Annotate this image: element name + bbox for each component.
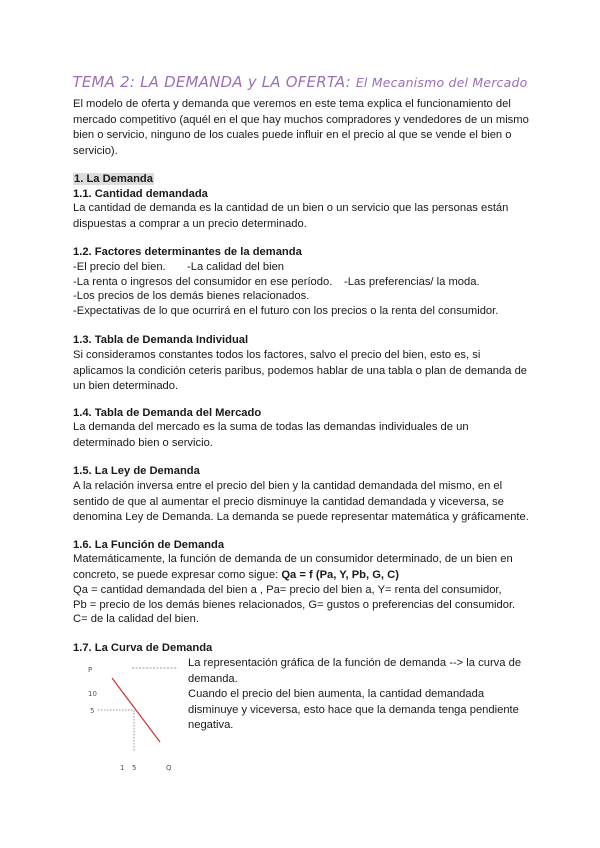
demand-curve-graph bbox=[86, 660, 196, 780]
curve-text-2: Cuando el precio del bien aumenta, la cantidad demandada disminuye y viceversa, esto hace que la demanda tenga pendiente negativa. bbox=[188, 688, 519, 732]
section-1-5-heading: 1.5. La Ley de Demanda bbox=[73, 465, 200, 477]
factor-quality: -La calidad del bien bbox=[187, 261, 285, 273]
section-1-1-text: La cantidad de demanda es la cantidad de un bien o un servicio que las personas están dispuestas a comprar a un precio determinado. bbox=[73, 202, 509, 230]
factor-related-prices: -Los precios de los demás bienes relacionados. bbox=[73, 290, 310, 302]
x-tick-1: 1 bbox=[120, 764, 125, 772]
curve-text-1: La representación gráfica de la función de demanda --> la curva de demanda. bbox=[188, 657, 522, 685]
factor-line-2 bbox=[73, 275, 480, 290]
x-tick-5: 5 bbox=[132, 764, 137, 772]
section-1-3-heading: 1.3. Tabla de Demanda Individual bbox=[73, 334, 249, 346]
section-1-2-heading: 1.2. Factores determinantes de la demanda bbox=[73, 246, 302, 258]
demand-function-text: Matemáticamente, la función de demanda de un consumidor determinado, de un bien en concreto, se puede expresar como sigue: bbox=[73, 553, 513, 581]
y-axis-label: P bbox=[88, 666, 93, 674]
section-1-6-heading: 1.6. La Función de Demanda bbox=[73, 539, 225, 551]
formula-def-1: Qa = cantidad demandada del bien a , Pa= precio del bien a, Y= renta del consumidor, bbox=[73, 584, 502, 596]
section-1-3-text: Si consideramos constantes todos los factores, salvo el precio del bien, esto es, si aplicamos la condición ceteris paribus, podemos hablar de una tabla o plan de demanda de un bien determinado. bbox=[73, 349, 528, 393]
title-sub: El Mecanismo del Mercado bbox=[355, 75, 528, 90]
factor-price: -El precio del bien. bbox=[73, 261, 166, 273]
demand-function-formula: Qa = f (Pa, Y, Pb, G, C) bbox=[281, 568, 399, 581]
section-1-heading bbox=[73, 172, 154, 187]
factor-income: -La renta o ingresos del consumidor en ese período. bbox=[73, 276, 333, 288]
section-1-7-heading: 1.7. La Curva de Demanda bbox=[73, 642, 213, 654]
section-1-6-text bbox=[73, 552, 533, 583]
section-1-1-heading: 1.1. Cantidad demandada bbox=[73, 188, 208, 200]
factor-expectations: -Expectativas de lo que ocurrirá en el futuro con los precios o la renta del consumidor. bbox=[73, 305, 499, 317]
y-tick-10: 10 bbox=[88, 690, 97, 698]
section-1-heading-text: 1. La Demanda bbox=[74, 173, 153, 185]
factor-line-1 bbox=[73, 260, 285, 275]
title-main: TEMA 2: LA DEMANDA y LA OFERTA: bbox=[72, 73, 351, 91]
factor-preferences: -Las preferencias/ la moda. bbox=[344, 276, 480, 288]
page-title bbox=[0, 73, 600, 91]
x-axis-label: Q bbox=[166, 764, 172, 772]
section-1-5-text: A la relación inversa entre el precio del bien y la cantidad demandada del mismo, en el sentido de que al aumentar el precio disminuye la cantidad demandada y viceversa, se denomina Ley de Demanda. La demanda se puede representar matemática y gráficamente. bbox=[73, 480, 529, 524]
formula-def-3: C= de la calidad del bien. bbox=[73, 613, 199, 625]
y-tick-5: 5 bbox=[90, 707, 95, 715]
section-1-4-heading: 1.4. Tabla de Demanda del Mercado bbox=[73, 407, 262, 419]
section-1-4-text: La demanda del mercado es la suma de todas las demandas individuales de un determinado bien o servicio. bbox=[73, 421, 469, 449]
intro-paragraph: El modelo de oferta y demanda que veremos en este tema explica el funcionamiento del mercado competitivo (aquél en el que hay muchos compradores y vendedores de un mismo bien o servicio, ninguno de los cuales puede influir en el precio al que se vende el bien o servicio). bbox=[73, 98, 529, 157]
formula-def-2: Pb = precio de los demás bienes relacionados, G= gustos o preferencias del consumidor. bbox=[73, 599, 516, 611]
